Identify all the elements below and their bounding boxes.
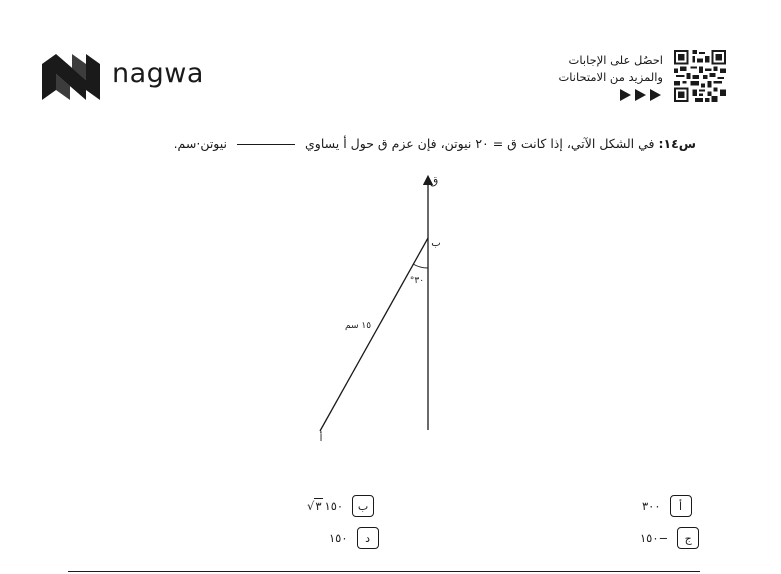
question-number: س١٤: (658, 136, 696, 151)
point-a-label: أ (319, 433, 323, 444)
option-b[interactable] (307, 495, 374, 517)
question-stem: في الشكل الآتي، إذا كانت ق = ٢٠ نيوتن، فإن عزم ق حول أ يساوي (305, 136, 655, 151)
promo-line-2: والمزيد من الامتحانات (558, 70, 663, 84)
qr-code-icon[interactable] (674, 50, 726, 102)
answer-blank (237, 144, 295, 145)
promo-text (558, 52, 663, 86)
angle-label: °٣٠ (409, 276, 425, 286)
force-label: ق (429, 174, 439, 187)
brand-name: nagwa (112, 58, 204, 89)
nagwa-logo-icon (40, 50, 102, 104)
option-b-coefficient: ١٥٠ (324, 499, 344, 513)
option-c-value: −١٥٠ (640, 531, 669, 545)
option-d[interactable] (329, 527, 379, 549)
option-d-value: ١٥٠ (329, 531, 348, 545)
question-unit: نيوتن·سم. (173, 136, 228, 151)
option-b-radical: √٣ (307, 499, 322, 513)
option-a-value: ٣٠٠ (642, 499, 661, 513)
play-arrows-icon (620, 89, 662, 101)
option-d-letter[interactable]: د (357, 527, 379, 549)
rod-line (320, 238, 428, 431)
question-text (76, 136, 696, 151)
length-label: ١٥ سم (344, 321, 372, 331)
option-a-letter[interactable]: أ (670, 495, 692, 517)
option-b-value (307, 499, 343, 513)
footer-divider (68, 571, 700, 572)
moment-diagram (300, 168, 460, 458)
promo-line-1: احصُل على الإجابات (568, 53, 663, 67)
option-c-letter[interactable]: ج (677, 527, 699, 549)
option-b-letter[interactable]: ب (352, 495, 374, 517)
option-c[interactable] (640, 527, 699, 549)
angle-arc (413, 264, 428, 268)
point-b-label: ب (431, 238, 441, 249)
option-a[interactable] (642, 495, 692, 517)
